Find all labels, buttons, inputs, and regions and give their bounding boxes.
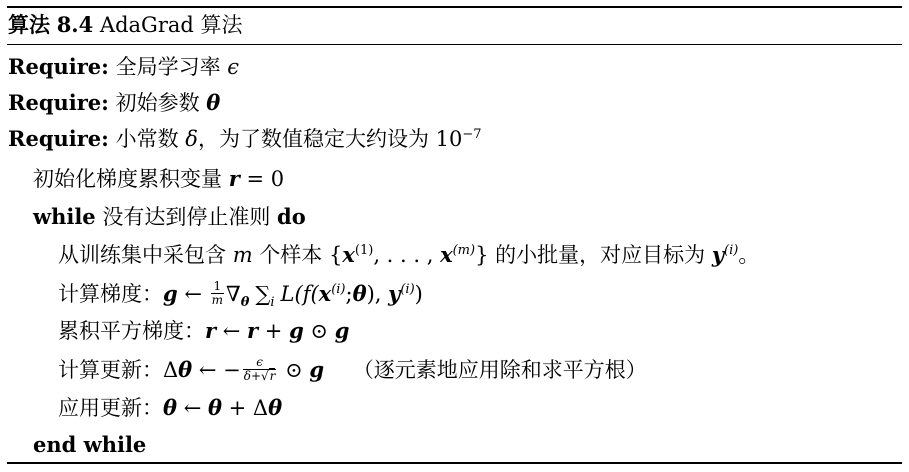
require-exponent: −7 — [462, 127, 482, 142]
delta-symbol: δ — [185, 127, 198, 151]
g-symbol: g — [163, 281, 178, 306]
assign-arrow: ← — [177, 396, 208, 420]
x-superscript-i: (i) — [331, 282, 346, 297]
algorithm-label: 算法 — [8, 12, 50, 37]
sample-line — [58, 242, 759, 268]
set-close: } — [475, 243, 489, 267]
accumulate-label: 累积平方梯度： — [58, 319, 205, 343]
require-text: 初始参数 — [115, 91, 200, 115]
g-symbol: g — [309, 357, 325, 382]
f-open: (f( — [294, 282, 319, 306]
update-note: （逐元素地应用除和求平方根） — [352, 358, 647, 382]
epsilon-fraction — [243, 356, 277, 383]
sum-subscript: i — [270, 295, 275, 310]
fraction-denominator — [243, 370, 277, 383]
fraction-numerator: 1 — [211, 280, 224, 294]
ellipsis: , . . . , — [373, 243, 441, 267]
x-superscript-m: (m) — [452, 243, 476, 258]
sample-end: 。 — [738, 243, 760, 267]
require-value: 10 — [435, 127, 463, 151]
algorithm-number: 8.4 — [56, 12, 94, 37]
theta-symbol: θ — [207, 395, 222, 420]
g-symbol: g — [334, 318, 350, 343]
x-superscript-1: (1) — [354, 243, 374, 258]
odot-symbol: ⊙ — [278, 358, 310, 382]
y-superscript-i: (i) — [724, 243, 739, 258]
accumulate-line — [58, 318, 349, 344]
end-while-line — [33, 432, 146, 458]
theta-symbol: θ — [163, 395, 178, 420]
theta-symbol: θ — [206, 90, 221, 115]
x-symbol: x — [440, 242, 453, 267]
while-condition: 没有达到停止准则 — [102, 205, 271, 229]
x-symbol: x — [342, 242, 355, 267]
apply-label: 应用更新： — [58, 396, 163, 420]
x-symbol: x — [318, 281, 332, 306]
require-keyword: Require: — [8, 90, 109, 115]
update-label: 计算更新： — [58, 358, 163, 382]
require-keyword: Require: — [8, 54, 109, 79]
r-symbol: r — [205, 318, 217, 343]
paren-close: ) — [414, 282, 423, 306]
odot-symbol: ⊙ — [303, 319, 335, 343]
init-text: 初始化梯度累积变量 — [33, 167, 222, 191]
assign-arrow: ← − — [192, 358, 241, 382]
do-keyword: do — [277, 204, 306, 229]
bottom-rule — [7, 462, 902, 464]
paren-mid: ), — [366, 282, 389, 306]
require-text: 小常数 — [115, 127, 179, 151]
init-rest: = 0 — [239, 167, 285, 191]
require-line-2 — [8, 90, 220, 116]
while-line — [33, 204, 306, 230]
sample-text-3: 的小批量，对应目标为 — [495, 243, 706, 267]
sample-text-2: 个样本 — [259, 243, 323, 267]
apply-line — [58, 395, 282, 421]
y-symbol: y — [388, 281, 401, 306]
semicolon: ; — [345, 282, 353, 306]
require-keyword: Require: — [8, 126, 109, 151]
m-symbol: m — [232, 243, 253, 267]
r-var: r — [228, 166, 240, 191]
caption-rule — [7, 44, 902, 45]
require-text-2: ，为了数值稳定大约设为 — [197, 127, 429, 151]
r-symbol: r — [247, 318, 259, 343]
delta-symbol: Δ — [163, 358, 179, 382]
one-over-m-fraction — [211, 280, 224, 307]
algorithm-name: AdaGrad 算法 — [99, 13, 243, 37]
require-text: 全局学习率 — [115, 55, 221, 79]
sum-symbol: ∑ — [255, 282, 271, 306]
update-line — [58, 357, 647, 383]
theta-symbol: θ — [352, 281, 367, 306]
set-open: { — [328, 243, 343, 267]
gradient-label: 计算梯度： — [58, 282, 163, 306]
plus-sign: + — [258, 319, 290, 343]
end-while-keyword: end while — [33, 432, 147, 457]
require-line-1 — [8, 54, 239, 80]
algorithm-caption — [8, 12, 243, 38]
while-keyword: while — [33, 204, 96, 229]
assign-arrow: ← — [216, 319, 248, 343]
assign-arrow: ← — [177, 282, 209, 306]
require-line-3 — [8, 126, 482, 152]
epsilon-symbol: ϵ — [227, 55, 240, 79]
init-line — [33, 166, 284, 192]
top-rule — [7, 6, 902, 8]
plus-delta: + Δ — [221, 396, 269, 420]
y-symbol: y — [711, 242, 725, 267]
theta-symbol: θ — [268, 395, 283, 420]
gradient-line — [58, 279, 423, 310]
delta-sqrt: δ+√ — [243, 369, 269, 383]
fraction-denominator: m — [211, 293, 224, 307]
loss-symbol: L — [280, 282, 295, 306]
nabla-symbol: ∇ — [226, 282, 241, 306]
theta-symbol: θ — [178, 357, 193, 382]
g-symbol: g — [289, 318, 304, 343]
sqrt-r: r — [269, 369, 276, 383]
y-superscript-i: (i) — [400, 282, 415, 297]
nabla-subscript-theta: θ — [240, 295, 250, 310]
fraction-numerator: ϵ — [243, 356, 277, 370]
sample-text-1: 从训练集中采包含 — [58, 243, 226, 267]
